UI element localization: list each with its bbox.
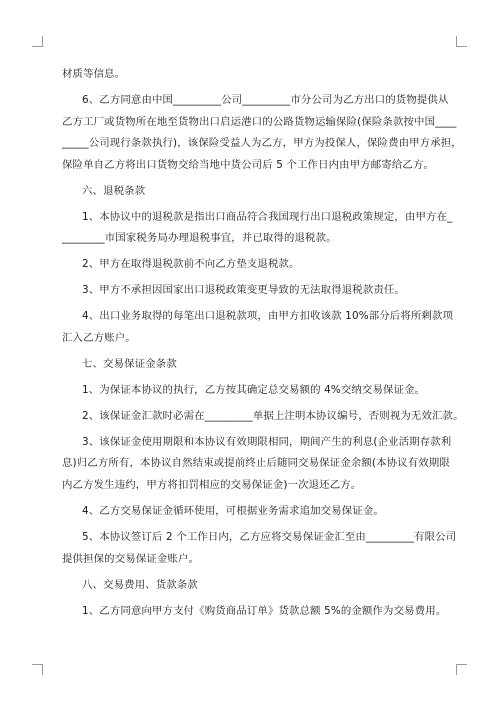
paragraph — [62, 64, 442, 86]
crop-mark-bottom-left — [32, 664, 43, 675]
text-line: _____公司现行条款执行)，该保险受益人为乙方，甲方为投保人，保险费由甲方承担， — [62, 137, 462, 150]
crop-mark-top-right — [456, 36, 467, 47]
crop-mark-top-left — [32, 36, 43, 47]
paragraph — [62, 207, 453, 250]
text-line: 2、该保证金汇款时必需在_________单据上注明本协议编号，否则视为无效汇款。 — [82, 409, 464, 422]
text-line: ________市国家税务局办理退税事宜，并已取得的退税款。 — [62, 232, 337, 245]
text-line: 六、退税条款 — [82, 184, 146, 197]
text-line: 1、本协议中的退税款是指出口商品符合我国现行出口退税政策规定，由甲方在_ — [82, 210, 453, 223]
paragraph — [62, 306, 454, 349]
text-line: 汇入乙方账户。 — [62, 331, 136, 344]
text-line: 材质等信息。 — [62, 68, 126, 80]
text-line: 3、甲方不承担因国家出口退税政策变更导致的无法取得退税款责任。 — [82, 284, 405, 297]
text-line: 息)归乙方所有，本协议自然结束或提前终止后随同交易保证金余额(本协议有效期限 — [62, 457, 450, 470]
paragraph — [62, 527, 457, 570]
text-line: 1、乙方同意向甲方支付《购货商品订单》货款总额 5%的金额作为交易费用。 — [82, 604, 447, 617]
paragraph — [62, 406, 464, 428]
text-line: 4、乙方交易保证金循环使用，可根据业务需求追加交易保证金。 — [82, 504, 384, 517]
text-line: 4、出口业务取得的每笔出口退税款项，由甲方扣收该款 10%部分后将所剩款项 — [82, 310, 454, 323]
text-line: 七、交易保证金条款 — [82, 357, 177, 370]
document-body — [62, 64, 464, 627]
section-heading — [62, 354, 442, 376]
text-line: 1、为保证本协议的执行，乙方按其确定总交易额的 4%交纳交易保证金。 — [82, 383, 426, 396]
paragraph — [62, 432, 452, 497]
crop-mark-bottom-right — [456, 664, 467, 675]
paragraph — [62, 601, 447, 623]
paragraph — [62, 254, 442, 276]
paragraph — [62, 501, 442, 523]
text-line: 2、甲方在取得退税款前不向乙方垫支退税款。 — [82, 258, 300, 271]
text-line: 保险单自乙方将出口货物交给当地中货公司后 5 个工作日内由甲方邮寄给乙方。 — [62, 158, 435, 171]
text-line: 八、交易费用、货款条款 — [82, 578, 198, 591]
text-line: 3、该保证金使用期限和本协议有效期限相同，期间产生的利息(企业活期存款利 — [82, 435, 452, 448]
paragraph — [62, 380, 442, 402]
section-heading — [62, 575, 442, 597]
text-line: 6、乙方同意由中国_________公司_________市分公司为乙方出口的货物提供从 — [82, 93, 449, 106]
text-line: 乙方工厂或货物所在地至货物出口启运港口的公路货物运输保险(保险条款按中国____ — [62, 115, 457, 128]
text-line: 5、本协议签订后 2 个工作日内，乙方应将交易保证金汇至由_________有限公司 — [82, 530, 457, 543]
text-line: 内乙方发生违约，甲方将扣罚相应的交易保证金)一次退还乙方。 — [62, 479, 362, 491]
paragraph — [62, 90, 462, 176]
paragraph — [62, 280, 442, 302]
section-heading — [62, 181, 442, 203]
text-line: 提供担保的交易保证金账户。 — [62, 552, 200, 565]
